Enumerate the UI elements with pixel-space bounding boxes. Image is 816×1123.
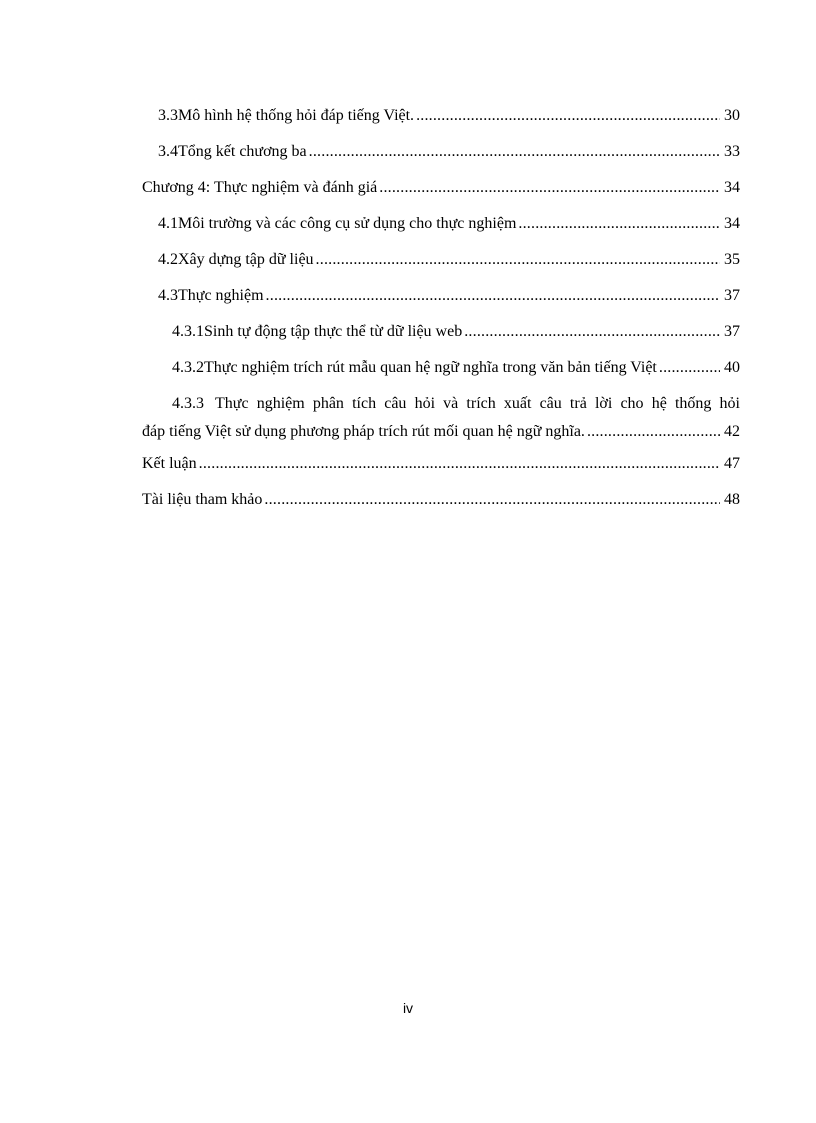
toc-entry-4-3[interactable] <box>142 278 740 314</box>
toc-entry-ket-luan[interactable] <box>142 446 740 482</box>
toc-page-number: 34 <box>724 179 740 196</box>
toc-leader <box>587 418 720 446</box>
toc-leader <box>379 170 720 206</box>
toc-number: 3.4 <box>158 143 178 160</box>
page-number-footer: iv <box>402 1000 414 1016</box>
toc-number: 4.3.1 <box>172 323 204 340</box>
toc-entry-line-1 <box>142 390 740 418</box>
toc-leader <box>199 446 720 482</box>
toc-leader <box>316 242 720 278</box>
toc-number: 4.3.3 <box>172 395 204 412</box>
toc-page-number: 37 <box>724 287 740 304</box>
toc-page-number: 30 <box>724 107 740 124</box>
toc-leader <box>518 206 720 242</box>
toc-number: 4.1 <box>158 215 178 232</box>
toc-title: Tổng kết chương ba <box>178 143 307 160</box>
toc-entry-tai-lieu-tham-khao[interactable] <box>142 482 740 518</box>
toc-title: Môi trường và các công cụ sử dụng cho thực nghiệm <box>178 215 517 232</box>
toc-page-number: 34 <box>724 215 740 232</box>
toc-title-line-1: Thực nghiệm phân tích câu hỏi và trích xuất câu trả lời cho hệ thống hỏi <box>215 395 740 412</box>
toc-title: Thực nghiệm <box>178 287 264 304</box>
toc-leader <box>464 314 720 350</box>
toc-entry-3-3[interactable] <box>142 98 740 134</box>
toc-title: Chương 4: Thực nghiệm và đánh giá <box>142 179 378 196</box>
toc-page-number: 33 <box>724 143 740 160</box>
toc-entry-chapter-4[interactable] <box>142 170 740 206</box>
toc-page-number: 42 <box>724 423 740 440</box>
toc-entry-4-3-3[interactable] <box>142 386 740 446</box>
toc-entry-4-3-1[interactable] <box>142 314 740 350</box>
toc-page-number: 35 <box>724 251 740 268</box>
toc-title: Tài liệu tham khảo <box>142 491 263 508</box>
toc-title: Mô hình hệ thống hỏi đáp tiếng Việt. <box>178 107 415 124</box>
toc-number: 4.2 <box>158 251 178 268</box>
toc-page-number: 48 <box>724 491 740 508</box>
toc-leader <box>264 482 720 518</box>
toc-number: 4.3.2 <box>172 359 204 376</box>
toc-entry-3-4[interactable] <box>142 134 740 170</box>
table-of-contents <box>142 98 740 518</box>
toc-title: Thực nghiệm trích rút mẫu quan hệ ngữ nghĩa trong văn bản tiếng Việt <box>204 359 657 376</box>
toc-entry-4-1[interactable] <box>142 206 740 242</box>
toc-page-number: 37 <box>724 323 740 340</box>
toc-title: Sinh tự động tập thực thể từ dữ liệu web <box>204 323 463 340</box>
toc-entry-4-3-2[interactable] <box>142 350 740 386</box>
toc-entry-4-2[interactable] <box>142 242 740 278</box>
toc-title: Xây dựng tập dữ liệu <box>178 251 314 268</box>
toc-page-number: 40 <box>724 359 740 376</box>
toc-leader <box>659 350 720 386</box>
toc-leader <box>416 98 720 134</box>
toc-leader <box>309 134 720 170</box>
toc-leader <box>266 278 720 314</box>
toc-page-number: 47 <box>724 455 740 472</box>
toc-number: 4.3 <box>158 287 178 304</box>
toc-title-line-2: đáp tiếng Việt sử dụng phương pháp trích rút mối quan hệ ngữ nghĩa. <box>142 423 585 440</box>
toc-number: 3.3 <box>158 107 178 124</box>
toc-entry-line-2 <box>142 418 740 446</box>
toc-title: Kết luận <box>142 455 197 472</box>
